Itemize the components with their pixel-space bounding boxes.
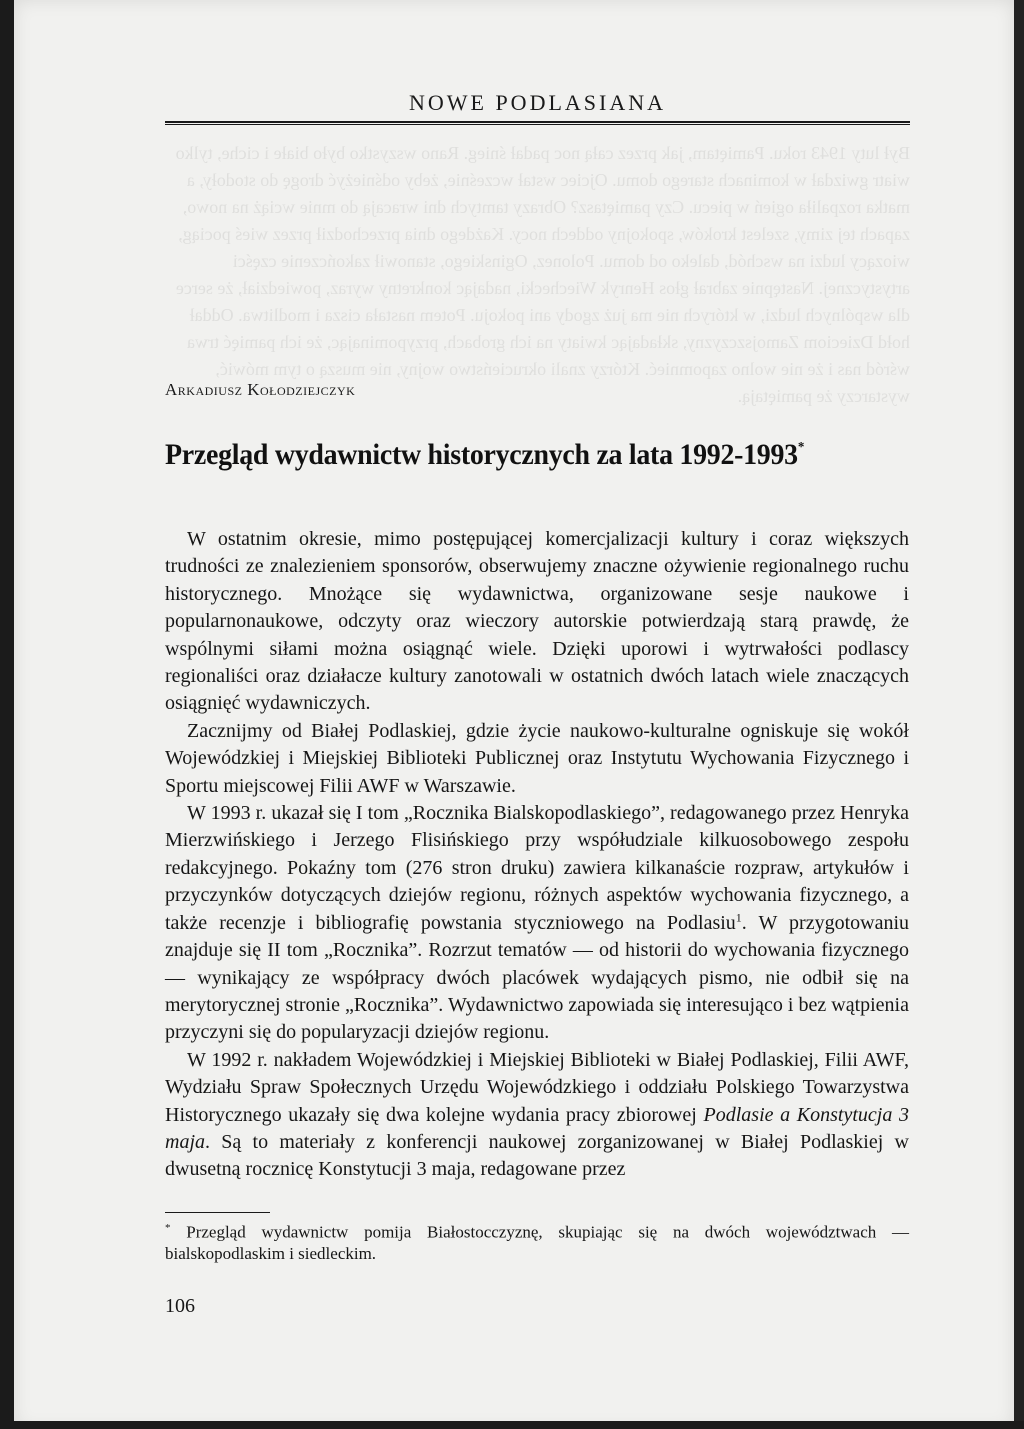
footnote-marker: * <box>165 1222 171 1234</box>
scan-bottom-edge <box>0 1421 1024 1429</box>
footnote-rule <box>165 1212 270 1213</box>
article-body <box>165 526 909 1184</box>
paragraph-text: . W przygotowaniu znajduje się II tom „Rocznika”. Rozrzut tematów — od historii do wychowania fizycznego — wynikający ze współpracy dwóch placówek wydających pismo, nie odbił się na merytorycznej stronie „Rocznika”. Wydawnictwo zapowiada się interesująco i bez wątpienia przyczyni się do popularyzacji dziejów regionu. <box>165 911 910 1044</box>
title-footnote-marker: * <box>797 440 805 455</box>
scan-right-edge <box>1014 0 1024 1429</box>
paragraph <box>165 1047 909 1184</box>
paragraph-text: W 1993 r. ukazał się I tom „Rocznika Bialskopodlaskiego”, redagowanego przez Henryka Mierzwińskiego i Jerzego Flisińskiego przy współudziale kilkuosobowego zespołu redakcyjnego. Pokaźny tom (276 stron druku) zawiera kilkanaście rozpraw, artykułów i przyczynków dotyczących dziejów regionu, różnych aspektów wychowania fizycznego, a także recenzje i bibliografię powstania styczniowego na Podlasiu <box>165 802 909 934</box>
footnote <box>165 1218 909 1264</box>
running-header: NOWE PODLASIANA <box>408 90 667 115</box>
paragraph <box>165 800 909 1047</box>
footnote-text: Przegląd wydawnictw pomija Białostocczyznę, skupiając się na dwóch województwach — bialskopodlaskim i siedleckim. <box>165 1222 910 1263</box>
paragraph-text: . Są to materiały z konferencji naukowej zorganizowanej w Białej Podlaskiej w dwusetną rocznicę Konstytucji 3 maja, redagowane przez <box>165 1130 909 1181</box>
paragraph: Zacznijmy od Białej Podlaskiej, gdzie życie naukowo-kulturalne ogniskuje się wokół Wojewódzkiej i Miejskiej Biblioteki Publicznej oraz Instytutu Wychowania Fizycznego i Sportu miejscowej Filii AWF w Warszawie. <box>165 719 909 797</box>
header-rule <box>165 121 910 125</box>
paragraph: W ostatnim okresie, mimo postępującej komercjalizacji kultury i coraz większych trudności ze znalezieniem sponsorów, obserwujemy znaczne ożywienie regionalnego ruchu historycznego. Mnożące się wydawnictwa, organizowane sesje naukowe i popularnonaukowe, odczyty oraz wieczory autorskie potwierdzają starą prawdę, że wspólnymi siłami można osiągnąć wiele. Dzięki uporowi i wytrwałości podlascy regionaliści oraz działacze kultury zanotowali w ostatnich dwóch latach wiele znaczących osiągnięć wydawniczych. <box>165 528 909 715</box>
scan-left-edge <box>0 0 14 1429</box>
footnote-reference: 1 <box>735 910 742 925</box>
paragraph-text: W 1992 r. nakładem Wojewódzkiej i Miejskiej Biblioteki w Białej Podlaskiej, Filii AWF, Wydziału Spraw Społecznych Urzędu Wojewódzkiego i oddziału Polskiego Towarzystwa Historycznego ukazały się dwa kolejne wydania pracy zbiorowej <box>165 1048 909 1126</box>
article-title-text: Przegląd wydawnictw historycznych za lata 1992-1993 <box>165 438 798 471</box>
page-number: 106 <box>165 1295 195 1317</box>
book-title: Podlasie a Konstytucja 3 maja <box>165 1103 909 1153</box>
article-title <box>165 438 872 472</box>
article-author: Arkadiusz Kołodziejczyk <box>165 380 356 399</box>
